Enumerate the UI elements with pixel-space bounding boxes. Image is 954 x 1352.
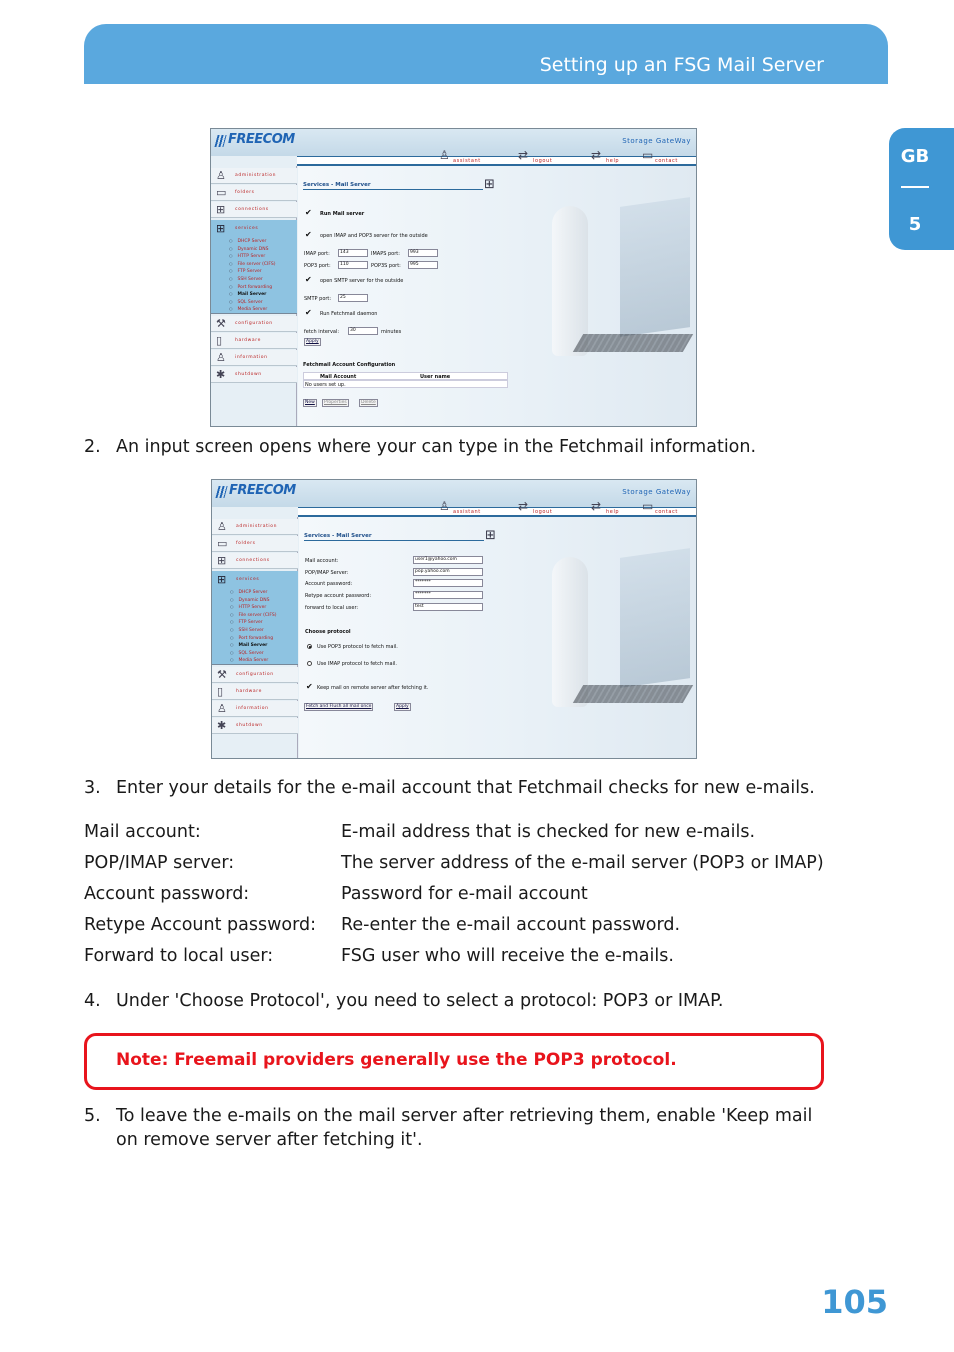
pop3-port-label: POP3 port: bbox=[304, 263, 331, 269]
sidebar-item-administration[interactable] bbox=[211, 168, 297, 184]
run-fetchmail-label: Run Fetchmail daemon bbox=[320, 311, 378, 317]
sidebar-item-label: folders bbox=[236, 541, 256, 546]
submenu-port-forwarding[interactable]: ○ Port forwarding bbox=[229, 283, 275, 291]
content-area bbox=[299, 517, 696, 758]
minutes-label: minutes bbox=[381, 329, 402, 335]
freecom-logo-icon bbox=[214, 135, 226, 147]
sidebar-item-connections[interactable] bbox=[211, 202, 297, 218]
smtp-port-label: SMTP port: bbox=[304, 296, 332, 302]
submenu-http[interactable]: ○ HTTP Server bbox=[229, 252, 275, 260]
smtp-port-input[interactable]: 25 bbox=[338, 294, 368, 302]
fetch-flush-button[interactable]: Fetch and Flush all mail once bbox=[306, 704, 372, 709]
pop3-radio-label: Use POP3 protocol to fetch mail. bbox=[317, 644, 398, 650]
delete-button[interactable]: Delete bbox=[361, 400, 376, 405]
submenu-media[interactable]: ○ Media Server bbox=[230, 656, 276, 664]
step-text: An input screen opens where your can type in the Fetchmail information. bbox=[116, 437, 757, 457]
run-fetchmail-checkbox[interactable]: ✔ bbox=[305, 308, 312, 317]
folder-icon: ▭ bbox=[216, 186, 227, 199]
sidebar-item-label: services bbox=[236, 577, 260, 582]
hardware-icon: ▯ bbox=[216, 334, 223, 347]
step-2 bbox=[84, 435, 844, 459]
keyboard-illustration bbox=[573, 685, 693, 703]
title-underline bbox=[303, 189, 483, 190]
sidebar-item-label: administration bbox=[236, 524, 278, 529]
sidebar-item-shutdown[interactable] bbox=[212, 718, 298, 734]
app-header bbox=[211, 129, 696, 156]
sidebar bbox=[212, 517, 298, 758]
help-icon[interactable]: ⇄ bbox=[591, 148, 602, 162]
sidebar-item-administration[interactable] bbox=[212, 519, 298, 535]
keep-mail-checkbox[interactable]: ✔ bbox=[306, 682, 313, 691]
definition-row bbox=[84, 946, 844, 977]
submenu-http[interactable]: ○ HTTP Server bbox=[230, 603, 276, 611]
imap-port-label: IMAP port: bbox=[304, 251, 330, 257]
imap-radio-label: Use IMAP protocol to fetch mail. bbox=[317, 661, 397, 667]
sidebar-item-hardware[interactable] bbox=[212, 684, 298, 700]
header-title: Setting up an FSG Mail Server bbox=[539, 54, 824, 76]
content-area bbox=[298, 166, 696, 426]
sidebar-item-label: connections bbox=[236, 558, 270, 563]
information-icon: ♙ bbox=[216, 351, 226, 364]
imap-radio[interactable] bbox=[307, 661, 312, 666]
pop3-radio[interactable] bbox=[307, 644, 312, 649]
definition-description: Re-enter the e-mail account password. bbox=[341, 915, 681, 935]
sidebar-item-information[interactable] bbox=[212, 701, 298, 717]
definition-term: Forward to local user: bbox=[84, 946, 274, 966]
freecom-logo-icon bbox=[215, 486, 227, 498]
definition-row bbox=[84, 915, 844, 946]
app-header bbox=[212, 480, 696, 507]
nav-assistant[interactable]: assistant bbox=[453, 509, 481, 515]
open-smtp-label: open SMTP server for the outside bbox=[320, 278, 404, 284]
help-icon[interactable]: ⇄ bbox=[591, 499, 602, 513]
section-title: Services - Mail Server bbox=[304, 533, 372, 539]
assistant-icon[interactable]: ♙ bbox=[439, 148, 450, 162]
submenu-sql[interactable]: ○ SQL Server bbox=[229, 298, 275, 306]
run-mail-server-label: Run Mail server bbox=[320, 211, 365, 217]
step-text: Under 'Choose Protocol', you need to select a protocol: POP3 or IMAP. bbox=[116, 991, 724, 1011]
brand-logo: FREECOM bbox=[228, 132, 295, 147]
imaps-port-input[interactable]: 993 bbox=[408, 249, 438, 257]
definition-description: E-mail address that is checked for new e-mails. bbox=[341, 822, 756, 842]
nav-contact[interactable]: contact bbox=[655, 509, 678, 515]
nav-logout[interactable]: logout bbox=[533, 509, 553, 515]
step-number: 3. bbox=[84, 778, 101, 798]
sidebar bbox=[211, 166, 297, 426]
run-mail-server-checkbox[interactable]: ✔ bbox=[305, 208, 312, 217]
account-password-input[interactable]: ******* bbox=[413, 579, 483, 587]
services-submenu bbox=[229, 237, 275, 313]
forward-user-label: forward to local user: bbox=[305, 605, 359, 611]
imap-port-input[interactable]: 143 bbox=[338, 249, 368, 257]
submenu-port-forwarding[interactable]: ○ Port forwarding bbox=[230, 634, 276, 642]
title-underline bbox=[304, 540, 484, 541]
submenu-dhcp[interactable]: ○ DHCP Server bbox=[229, 237, 275, 245]
step-number: 4. bbox=[84, 991, 101, 1011]
sidebar-item-label: administration bbox=[235, 173, 277, 178]
sidebar-item-label: connections bbox=[235, 207, 269, 212]
sidebar-item-connections[interactable] bbox=[212, 553, 298, 569]
monitor-illustration bbox=[620, 548, 690, 688]
wrench-icon: ⚒ bbox=[216, 317, 226, 330]
submenu-cifs[interactable]: ○ File server (CIFS) bbox=[229, 260, 275, 268]
submenu-dhcp[interactable]: ○ DHCP Server bbox=[230, 588, 276, 596]
submenu-mail-server[interactable]: ○ Mail Server bbox=[229, 290, 275, 298]
keyboard-illustration bbox=[573, 334, 693, 352]
note-box bbox=[84, 1033, 824, 1090]
open-imap-pop3-label: open IMAP and POP3 server for the outside bbox=[320, 233, 428, 239]
sidebar-item-information[interactable] bbox=[211, 350, 297, 366]
sidebar-item-folders[interactable] bbox=[211, 185, 297, 201]
properties-button[interactable]: Properties bbox=[324, 400, 347, 405]
assistant-icon[interactable]: ♙ bbox=[439, 499, 450, 513]
pop3s-port-input[interactable]: 995 bbox=[408, 261, 438, 269]
pop3s-port-label: POP3S port: bbox=[371, 263, 401, 269]
sidebar-item-folders[interactable] bbox=[212, 536, 298, 552]
open-imap-pop3-checkbox[interactable]: ✔ bbox=[305, 230, 312, 239]
definition-row bbox=[84, 822, 844, 853]
definition-term: Retype Account password: bbox=[84, 915, 316, 935]
screenshot-mail-server bbox=[210, 128, 697, 427]
top-nav bbox=[297, 148, 696, 166]
step-4 bbox=[84, 989, 844, 1013]
header-band bbox=[84, 24, 888, 84]
definition-row bbox=[84, 853, 844, 884]
pop3-port-input[interactable]: 110 bbox=[338, 261, 368, 269]
nav-help[interactable]: help bbox=[606, 509, 620, 515]
keep-mail-label: Keep mail on remote server after fetching it. bbox=[317, 685, 429, 691]
screenshot-fetchmail-input bbox=[211, 479, 697, 759]
services-submenu bbox=[230, 588, 276, 664]
network-icon: ⊞ bbox=[485, 528, 496, 543]
page-number: 105 bbox=[821, 1283, 888, 1321]
sidebar-item-services[interactable] bbox=[211, 220, 297, 314]
account-password-label: Account password: bbox=[305, 581, 353, 587]
sidebar-item-hardware[interactable] bbox=[211, 333, 297, 349]
apply-button[interactable]: Apply bbox=[306, 339, 319, 344]
contact-icon[interactable]: ▭ bbox=[642, 148, 654, 162]
forward-user-input[interactable]: test bbox=[413, 603, 483, 611]
retype-password-label: Retype account password: bbox=[305, 593, 372, 599]
logout-icon[interactable]: ⇄ bbox=[518, 148, 529, 162]
nav-contact[interactable]: contact bbox=[655, 158, 678, 164]
submenu-ssh[interactable]: ○ SSH Server bbox=[230, 626, 276, 634]
mail-account-input[interactable]: user1@yahoo.com bbox=[413, 556, 483, 564]
sidebar-item-services[interactable] bbox=[212, 571, 298, 665]
submenu-ssh[interactable]: ○ SSH Server bbox=[229, 275, 275, 283]
product-name: Storage GateWay bbox=[622, 137, 691, 145]
sidebar-item-label: hardware bbox=[235, 338, 261, 343]
definition-row bbox=[84, 884, 844, 915]
fetch-interval-input[interactable]: 30 bbox=[348, 327, 378, 335]
contact-icon[interactable]: ▭ bbox=[642, 499, 654, 513]
services-icon: ⊞ bbox=[217, 573, 227, 586]
brand-logo: FREECOM bbox=[229, 483, 296, 498]
chapter-number: 5 bbox=[908, 214, 922, 235]
network-icon: ⊞ bbox=[216, 203, 226, 216]
submenu-mail-server[interactable]: ○ Mail Server bbox=[230, 641, 276, 649]
column-mail-account: Mail Account bbox=[320, 374, 357, 380]
section-title: Services - Mail Server bbox=[303, 182, 371, 188]
step-number: 2. bbox=[84, 437, 101, 457]
submenu-ddns[interactable]: ○ Dynamic DNS bbox=[229, 245, 275, 253]
shutdown-icon: ✱ bbox=[216, 368, 226, 381]
pop-imap-server-input[interactable]: pop.yahoo.com bbox=[413, 568, 483, 576]
sidebar-item-label: information bbox=[236, 706, 269, 711]
nav-logout[interactable]: logout bbox=[533, 158, 553, 164]
wrench-icon: ⚒ bbox=[217, 668, 227, 681]
tab-divider bbox=[901, 186, 929, 188]
information-icon: ♙ bbox=[217, 702, 227, 715]
language-label: GB bbox=[900, 146, 930, 167]
nav-assistant[interactable]: assistant bbox=[453, 158, 481, 164]
field-definitions bbox=[84, 822, 844, 977]
sidebar-item-label: configuration bbox=[235, 321, 273, 326]
note-text: Note: Freemail providers generally use the POP3 protocol. bbox=[116, 1050, 677, 1070]
submenu-ftp[interactable]: ○ FTP Server bbox=[229, 267, 275, 275]
sidebar-item-label: folders bbox=[235, 190, 255, 195]
step-3 bbox=[84, 776, 844, 800]
folder-icon: ▭ bbox=[217, 537, 228, 550]
pop-imap-server-label: POP/IMAP Server: bbox=[305, 570, 349, 576]
retype-password-input[interactable]: ******* bbox=[413, 591, 483, 599]
logout-icon[interactable]: ⇄ bbox=[518, 499, 529, 513]
users-icon: ♙ bbox=[217, 520, 227, 533]
sidebar-item-label: hardware bbox=[236, 689, 262, 694]
sidebar-item-configuration[interactable] bbox=[211, 316, 297, 332]
monitor-illustration bbox=[620, 197, 690, 337]
sidebar-item-label: shutdown bbox=[236, 723, 263, 728]
sidebar-item-label: configuration bbox=[236, 672, 274, 677]
mail-account-label: Mail account: bbox=[305, 558, 339, 564]
submenu-ddns[interactable]: ○ Dynamic DNS bbox=[230, 596, 276, 604]
new-button[interactable]: New bbox=[305, 400, 315, 405]
fetchmail-config-title: Fetchmail Account Configuration bbox=[303, 362, 396, 368]
definition-description: Password for e-mail account bbox=[341, 884, 588, 904]
submenu-sql[interactable]: ○ SQL Server bbox=[230, 649, 276, 657]
no-users-text: No users set up. bbox=[305, 382, 346, 388]
product-name: Storage GateWay bbox=[622, 488, 691, 496]
apply-button[interactable]: Apply bbox=[396, 704, 409, 709]
step-text: To leave the e-mails on the mail server after retrieving them, enable 'Keep mail on remove server after fetching it'. bbox=[116, 1106, 813, 1150]
definition-term: Mail account: bbox=[84, 822, 201, 842]
step-number: 5. bbox=[84, 1106, 101, 1126]
nav-help[interactable]: help bbox=[606, 158, 620, 164]
choose-protocol-label: Choose protocol bbox=[305, 629, 351, 635]
users-icon: ♙ bbox=[216, 169, 226, 182]
submenu-media[interactable]: ○ Media Server bbox=[229, 305, 275, 313]
sidebar-item-configuration[interactable] bbox=[212, 667, 298, 683]
imaps-port-label: IMAPS port: bbox=[371, 251, 400, 257]
submenu-cifs[interactable]: ○ File server (CIFS) bbox=[230, 611, 276, 619]
definition-term: POP/IMAP server: bbox=[84, 853, 235, 873]
sidebar-item-label: services bbox=[235, 226, 259, 231]
step-5 bbox=[84, 1104, 844, 1154]
sidebar-item-label: information bbox=[235, 355, 268, 360]
chapter-tab bbox=[889, 128, 954, 250]
column-user-name: User name bbox=[420, 374, 451, 380]
definition-description: The server address of the e-mail server (POP3 or IMAP) bbox=[341, 853, 824, 873]
shutdown-icon: ✱ bbox=[217, 719, 227, 732]
open-smtp-checkbox[interactable]: ✔ bbox=[305, 275, 312, 284]
definition-term: Account password: bbox=[84, 884, 250, 904]
services-icon: ⊞ bbox=[216, 222, 226, 235]
step-text: Enter your details for the e-mail account that Fetchmail checks for new e-mails. bbox=[116, 778, 815, 798]
sidebar-item-label: shutdown bbox=[235, 372, 262, 377]
fetch-interval-label: fetch interval: bbox=[304, 329, 340, 335]
submenu-ftp[interactable]: ○ FTP Server bbox=[230, 618, 276, 626]
network-icon: ⊞ bbox=[484, 177, 495, 192]
network-icon: ⊞ bbox=[217, 554, 227, 567]
hardware-icon: ▯ bbox=[217, 685, 224, 698]
definition-description: FSG user who will receive the e-mails. bbox=[341, 946, 674, 966]
sidebar-item-shutdown[interactable] bbox=[211, 367, 297, 383]
top-nav bbox=[298, 499, 696, 517]
